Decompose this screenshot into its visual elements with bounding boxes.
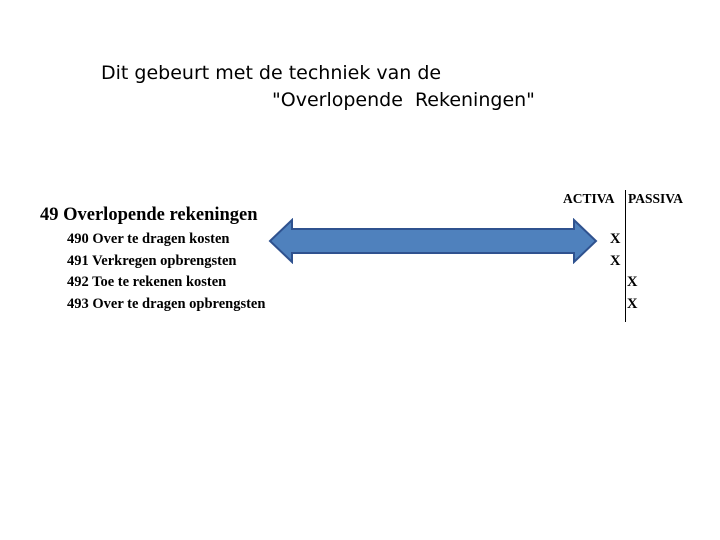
account-row-492: 492 Toe te rekenen kosten — [67, 274, 227, 290]
column-header-activa: ACTIVA — [563, 191, 615, 206]
passiva-mark-492: X — [627, 274, 638, 290]
account-row-490: 490 Over te dragen kosten — [67, 231, 230, 247]
activa-mark-490: X — [610, 231, 621, 247]
column-header-passiva: PASSIVA — [628, 191, 684, 206]
account-row-493: 493 Over te dragen opbrengsten — [67, 296, 266, 312]
double-arrow-icon — [268, 218, 598, 264]
column-divider — [625, 190, 626, 322]
account-row-491: 491 Verkregen opbrengsten — [67, 253, 237, 269]
double-arrow-shape — [270, 220, 596, 262]
activa-mark-491: X — [610, 253, 621, 269]
passiva-mark-493: X — [627, 296, 638, 312]
section-title: 49 Overlopende rekeningen — [40, 205, 258, 225]
intro-line-1: Dit gebeurt met de techniek van de — [101, 62, 442, 84]
intro-line-2: "Overlopende Rekeningen" — [272, 89, 535, 111]
